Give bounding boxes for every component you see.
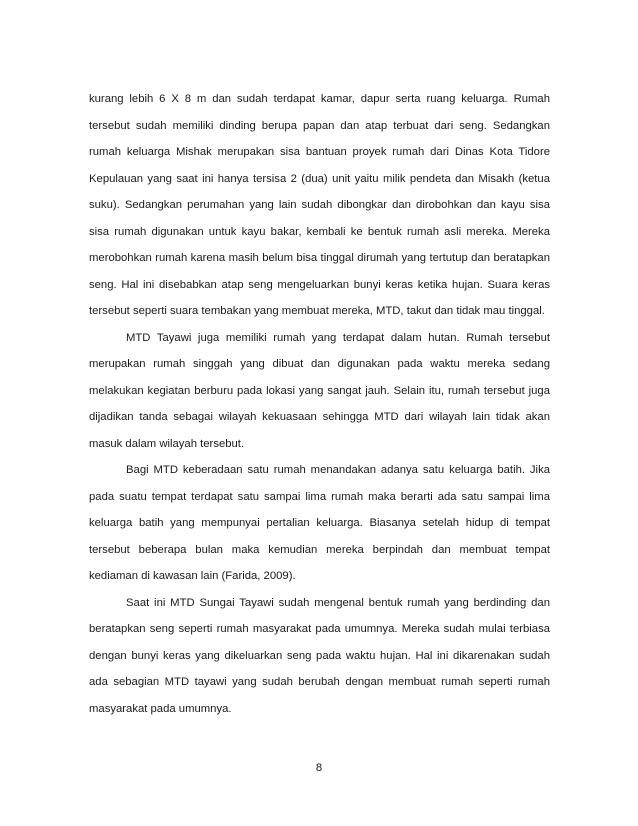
paragraph-2: MTD Tayawi juga memiliki rumah yang terdapat dalam hutan. Rumah tersebut merupakan rumah singgah yang dibuat dan digunakan pada waktu mereka sedang melakukan kegiatan berburu pada lokasi yang sangat jauh. Selain itu, rumah tersebut juga dijadikan tanda sebagai wilayah kekuasaan sehingga MTD dari wilayah lain tidak akan masuk dalam wilayah tersebut. (89, 331, 550, 450)
paragraph-1: kurang lebih 6 X 8 m dan sudah terdapat kamar, dapur serta ruang keluarga. Rumah tersebut sudah memiliki dinding berupa papan dan atap terbuat dari seng. Sedangkan rumah keluarga Mishak merupakan sisa bantuan proyek rumah dari Dinas Kota Tidore Kepulauan yang saat ini hanya tersisa 2 (dua) unit yaitu milik pendeta dan Misakh (ketua suku). Sedangkan perumahan yang lain sudah dibongkar dan dirobohkan dan kayu sisa sisa rumah digunakan untuk kayu bakar, kembali ke bentuk rumah asli mereka. Mereka merobohkan rumah karena masih belum bisa tinggal dirumah yang tertutup dan beratapkan seng. Hal ini disebabkan atap seng mengeluarkan bunyi keras ketika hujan. Suara keras tersebut seperti suara tembakan yang membuat mereka, MTD, takut dan tidak mau tinggal. (89, 93, 550, 317)
body-text (89, 86, 550, 722)
paragraph-4: Saat ini MTD Sungai Tayawi sudah mengenal bentuk rumah yang berdinding dan beratapkan seng seperti rumah masyarakat pada umumnya. Mereka sudah mulai terbiasa dengan bunyi keras yang dikeluarkan seng pada waktu hujan. Hal ini dikarenakan sudah ada sebagian MTD tayawi yang sudah berubah dengan membuat rumah seperti rumah masyarakat pada umumnya. (89, 596, 550, 715)
page-number: 8 (315, 762, 323, 774)
paragraph-3: Bagi MTD keberadaan satu rumah menandakan adanya satu keluarga batih. Jika pada suatu tempat terdapat satu sampai lima rumah maka berarti ada satu sampai lima keluarga batih yang mempunyai pertalian keluarga. Biasanya setelah hidup di tempat tersebut beberapa bulan maka kemudian mereka berpindah dan membuat tempat kediaman di kawasan lain (Farida, 2009). (89, 464, 550, 582)
